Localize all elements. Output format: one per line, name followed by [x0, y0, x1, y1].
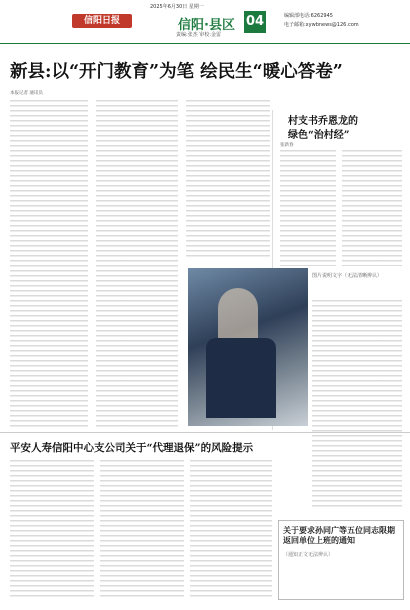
page-number: 04	[244, 11, 266, 33]
header-divider	[0, 43, 410, 44]
notice-box-body: （通知正文无法辨认）	[283, 552, 334, 558]
contact-info	[284, 12, 359, 30]
article-photo	[188, 268, 308, 426]
side-article-column	[342, 150, 402, 266]
issue-date: 2025年6月30日 星期一	[150, 4, 204, 10]
section-title: 信阳·县区	[178, 18, 235, 33]
notice-column	[100, 460, 184, 600]
contact-line: 电子邮箱:xywbnews@126.com	[284, 22, 359, 28]
side-headline-line2: 绿色“治村经”	[288, 130, 350, 141]
photo-caption: 图片说明文字（无法清晰辨认）	[312, 273, 383, 279]
masthead	[0, 0, 410, 42]
notice-box-title: 关于要求孙同广等五位同志限期返回单位上班的通知	[283, 525, 395, 545]
main-headline: 新县:以“开门教育”为笔 绘民生“暖心答卷”	[10, 62, 343, 82]
main-byline: 本报记者 通讯员	[10, 91, 43, 96]
side-article-column	[280, 150, 336, 266]
notice-column	[10, 460, 94, 600]
notice-column	[190, 460, 272, 600]
contact-line: 编辑部电话:6262945	[284, 13, 333, 19]
notice-headline: 平安人寿信阳中心支公司关于“代理退保”的风险提示	[10, 442, 254, 454]
main-article-column	[10, 100, 88, 430]
editors-line: 责编:张杰 审校:金雷	[176, 32, 221, 38]
side-byline: 张新春	[280, 143, 294, 148]
section-divider	[0, 432, 410, 433]
main-article-column	[96, 100, 178, 430]
newspaper-logo: 信阳日报	[72, 14, 132, 28]
photo-figure-body	[206, 338, 276, 418]
side-headline-line1: 村支书乔恩龙的	[288, 116, 358, 127]
side-article-column	[312, 300, 402, 510]
notice-box	[278, 520, 404, 600]
main-article-column	[186, 100, 270, 260]
